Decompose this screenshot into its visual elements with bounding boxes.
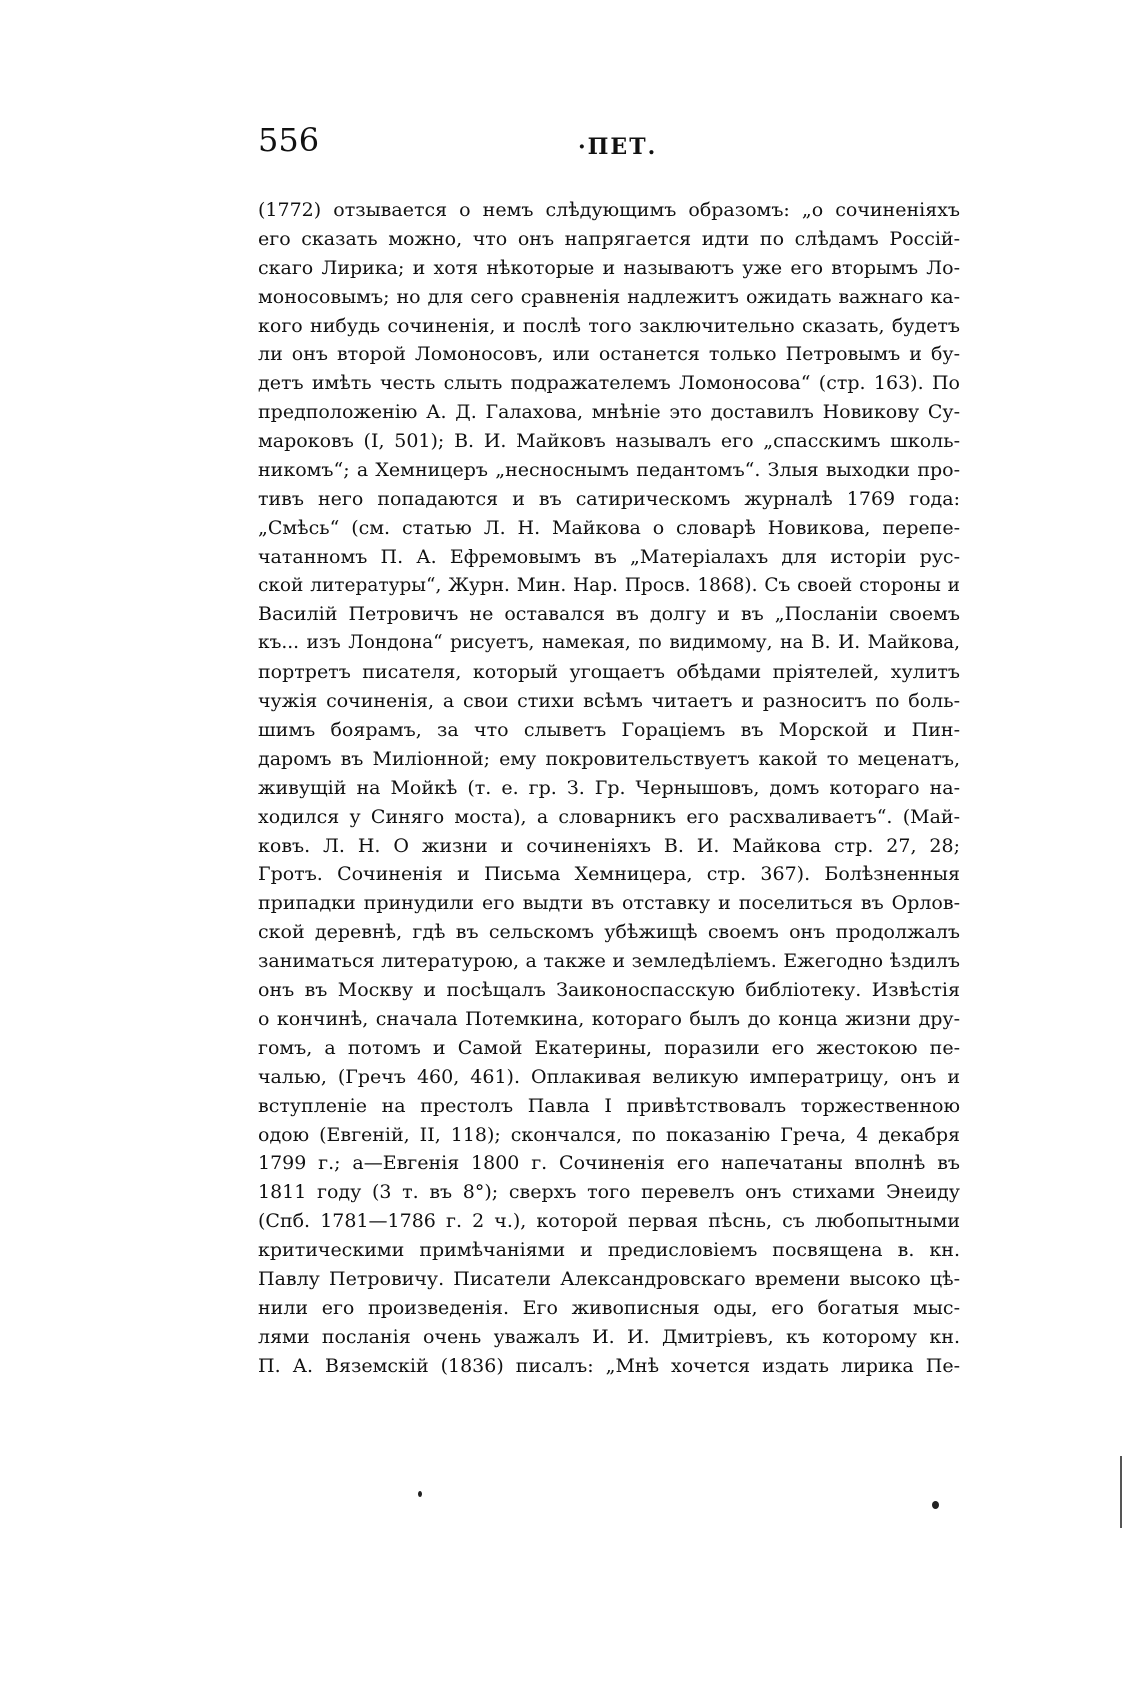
text-line: тивъ него попадаются и въ сатирическомъ журналѣ 1769 года: — [258, 487, 960, 510]
text-line: чалью, (Гречъ 460, 461). Оплакивая великую императрицу, онъ и — [258, 1065, 960, 1088]
running-title: ·ПЕТ. — [578, 134, 658, 160]
text-line: портретъ писателя, который угощаетъ обѣдами пріятелей, хулитъ — [258, 661, 960, 684]
text-line: ли онъ второй Ломоносовъ, или останется только Петровымъ и бу- — [258, 343, 960, 366]
text-line: даромъ въ Миліонной; ему покровительствуетъ какой то меценатъ, — [258, 747, 960, 770]
text-line: Гротъ. Сочиненія и Письма Хемницера, стр. 367). Болѣзненныя — [258, 863, 960, 886]
text-line: П. А. Вяземскій (1836) писалъ: „Мнѣ хочется издать лирика Пе- — [258, 1354, 960, 1377]
text-line: гомъ, а потомъ и Самой Екатерины, поразили его жестокою пе- — [258, 1036, 960, 1059]
text-line: чатанномъ П. А. Ефремовымъ въ „Матеріалахъ для исторіи рус- — [258, 545, 960, 568]
text-line: заниматься литературою, а также и земледѣліемъ. Ежегодно ѣздилъ — [258, 950, 960, 973]
text-line: мароковъ (I, 501); В. И. Майковъ называлъ его „спасскимъ школь- — [258, 430, 960, 453]
text-line: никомъ“; а Хемницеръ „несноснымъ педантомъ“. Злыя выходки про- — [258, 459, 960, 482]
text-line: скаго Лирика; и хотя нѣкоторые и называютъ уже его вторымъ Ло- — [258, 256, 960, 279]
text-line: 1811 году (3 т. въ 8°); сверхъ того перевелъ онъ стихами Энеиду — [258, 1181, 960, 1204]
ink-speck — [418, 1491, 422, 1497]
text-line: критическими примѣчаніями и предисловіемъ посвящена в. кн. — [258, 1239, 960, 1262]
text-line: его сказать можно, что онъ напрягается идти по слѣдамъ Россій- — [258, 227, 960, 250]
text-line: (Спб. 1781—1786 г. 2 ч.), которой первая пѣснь, съ любопытными — [258, 1210, 960, 1233]
text-line: кого нибудь сочиненія, и послѣ того заключительно сказать, будетъ — [258, 314, 960, 337]
text-line: о кончинѣ, сначала Потемкина, котораго былъ до конца жизни дру- — [258, 1007, 960, 1030]
ink-speck — [932, 1501, 939, 1509]
text-line: ходился у Синяго моста), а словарникъ его расхваливаетъ“. (Май- — [258, 805, 960, 828]
text-line: Василій Петровичъ не оставался въ долгу и въ „Посланіи своемъ — [258, 603, 960, 626]
text-line: ковъ. Л. Н. О жизни и сочиненіяхъ В. И. Майкова стр. 27, 28; — [258, 834, 960, 857]
text-line: Павлу Петровичу. Писатели Александровскаго времени высоко цѣ- — [258, 1267, 960, 1290]
text-line: вступленіе на престолъ Павла I привѣтствовалъ торжественною — [258, 1094, 960, 1117]
text-line: ской литературы“, Журн. Мин. Нар. Просв. 1868). Съ своей стороны и — [258, 574, 960, 596]
text-line: предположенію А. Д. Галахова, мнѣніе это доставилъ Новикову Су- — [258, 401, 960, 424]
text-line: одою (Евгеній, II, 118); скончался, по показанію Греча, 4 декабря — [258, 1123, 960, 1146]
text-line: ской деревнѣ, гдѣ въ сельскомъ убѣжищѣ своемъ онъ продолжалъ — [258, 921, 960, 944]
text-line: шимъ боярамъ, за что слыветъ Гораціемъ въ Морской и Пин- — [258, 719, 960, 742]
text-line: детъ имѣть честь слыть подражателемъ Ломоносова“ (стр. 163). По — [258, 372, 960, 395]
text-line: 1799 г.; а—Евгенія 1800 г. Сочиненія его напечатаны вполнѣ въ — [258, 1152, 960, 1175]
text-line: припадки принудили его выдти въ отставку и поселиться въ Орлов- — [258, 892, 960, 915]
text-line: онъ въ Москву и посѣщалъ Заиконоспасскую библіотеку. Извѣстія — [258, 979, 960, 1002]
text-line: моносовымъ; но для сего сравненія надлежитъ ожидать важнаго ка- — [258, 285, 960, 308]
text-line: живущій на Мойкѣ (т. е. гр. З. Гр. Чернышовъ, домъ котораго на- — [258, 776, 960, 799]
text-line: лями посланія очень уважалъ И. И. Дмитріевъ, къ которому кн. — [258, 1325, 960, 1348]
text-line: (1772) отзывается о немъ слѣдующимъ образомъ: „о сочиненіяхъ — [258, 199, 960, 221]
text-line: чужія сочиненія, а свои стихи всѣмъ читаетъ и разноситъ по боль- — [258, 690, 960, 713]
page-edge-mark — [1120, 1456, 1122, 1528]
page-number: 556 — [258, 121, 320, 159]
text-line: нили его произведенія. Его живописныя оды, его богатыя мыс- — [258, 1296, 960, 1319]
text-line: „Смѣсь“ (см. статью Л. Н. Майкова о словарѣ Новикова, перепе- — [258, 516, 960, 539]
text-line: къ... изъ Лондона“ рисуетъ, намекая, по видимому, на В. И. Майкова, — [258, 632, 960, 654]
body-text — [258, 196, 960, 1381]
